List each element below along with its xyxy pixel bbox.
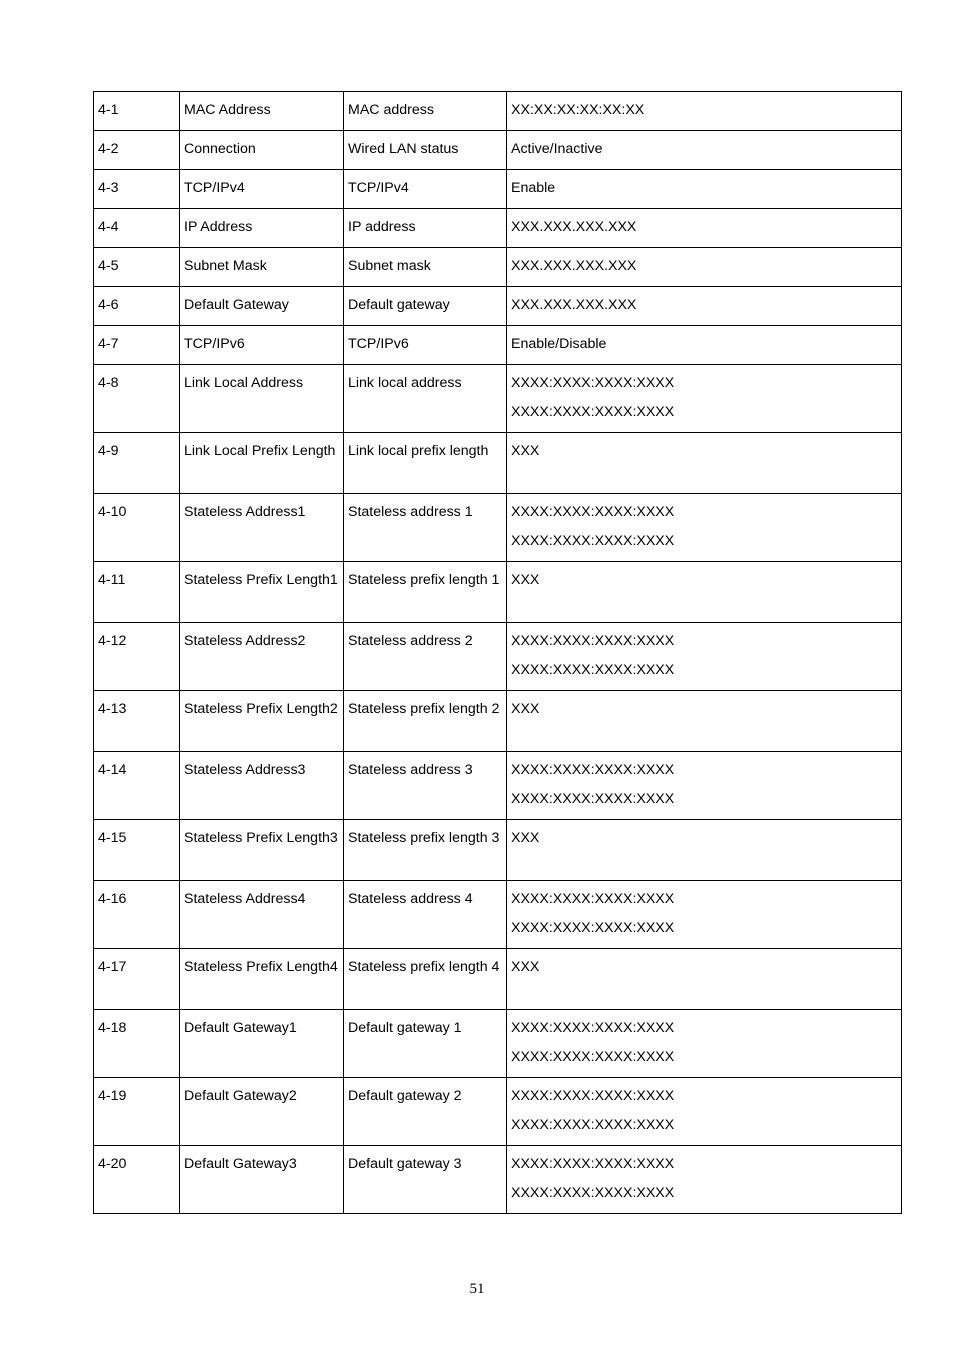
value-line: XXXX:XXXX:XXXX:XXXX (511, 1088, 675, 1104)
value-line: XXXX:XXXX:XXXX:XXXX (511, 404, 675, 420)
item-name-cell: Default Gateway2 (180, 1078, 344, 1146)
value-cell (507, 326, 902, 365)
value-cell (507, 494, 902, 562)
table-row (94, 691, 902, 752)
item-number-cell: 4-9 (94, 433, 180, 494)
setting-name-cell: Link local prefix length (344, 433, 507, 494)
value-line: Active/Inactive (511, 141, 603, 157)
item-name-cell: Link Local Address (180, 365, 344, 433)
value-line: XXX.XXX.XXX.XXX (511, 258, 637, 274)
setting-name-cell: Stateless address 4 (344, 881, 507, 949)
setting-name-cell: Link local address (344, 365, 507, 433)
table-row (94, 365, 902, 433)
value-cell (507, 248, 902, 287)
value-line: XXXX:XXXX:XXXX:XXXX (511, 375, 675, 391)
value-line: Enable (511, 180, 556, 196)
value-cell (507, 170, 902, 209)
value-line: XXX (511, 959, 540, 975)
table-row (94, 433, 902, 494)
table-row (94, 562, 902, 623)
setting-name-cell: Stateless prefix length 2 (344, 691, 507, 752)
table-row (94, 92, 902, 131)
table-row (94, 623, 902, 691)
value-line: Enable/Disable (511, 336, 607, 352)
setting-name-cell: TCP/IPv6 (344, 326, 507, 365)
item-number-cell: 4-16 (94, 881, 180, 949)
value-cell (507, 820, 902, 881)
item-number-cell: 4-10 (94, 494, 180, 562)
setting-name-cell: MAC address (344, 92, 507, 131)
item-number-cell: 4-19 (94, 1078, 180, 1146)
page-number: 51 (469, 1281, 485, 1297)
item-number-cell: 4-20 (94, 1146, 180, 1214)
item-name-cell: Stateless Address1 (180, 494, 344, 562)
value-line: XXXX:XXXX:XXXX:XXXX (511, 633, 675, 649)
setting-name-cell: Stateless address 2 (344, 623, 507, 691)
setting-name-cell: Default gateway 2 (344, 1078, 507, 1146)
value-line: XXXX:XXXX:XXXX:XXXX (511, 1156, 675, 1172)
value-line: XXX (511, 701, 540, 717)
setting-name-cell: Stateless prefix length 1 (344, 562, 507, 623)
value-line: XXXX:XXXX:XXXX:XXXX (511, 1117, 675, 1133)
value-cell (507, 1010, 902, 1078)
item-number-cell: 4-17 (94, 949, 180, 1010)
setting-name-cell: Default gateway 1 (344, 1010, 507, 1078)
item-number-cell: 4-6 (94, 287, 180, 326)
table-row (94, 881, 902, 949)
setting-name-cell: Stateless prefix length 4 (344, 949, 507, 1010)
item-name-cell: Subnet Mask (180, 248, 344, 287)
item-name-cell: Default Gateway3 (180, 1146, 344, 1214)
setting-name-cell: Stateless address 3 (344, 752, 507, 820)
setting-name-cell: Stateless address 1 (344, 494, 507, 562)
table-row (94, 1146, 902, 1214)
setting-name-cell: IP address (344, 209, 507, 248)
table-row (94, 1010, 902, 1078)
value-cell (507, 949, 902, 1010)
value-cell (507, 365, 902, 433)
item-number-cell: 4-12 (94, 623, 180, 691)
item-number-cell: 4-3 (94, 170, 180, 209)
value-line: XXXX:XXXX:XXXX:XXXX (511, 891, 675, 907)
value-cell (507, 691, 902, 752)
item-number-cell: 4-11 (94, 562, 180, 623)
value-cell (507, 562, 902, 623)
item-number-cell: 4-8 (94, 365, 180, 433)
item-name-cell: MAC Address (180, 92, 344, 131)
item-name-cell: Stateless Prefix Length1 (180, 562, 344, 623)
item-number-cell: 4-15 (94, 820, 180, 881)
settings-table (93, 91, 902, 1214)
table-row (94, 170, 902, 209)
setting-name-cell: Default gateway 3 (344, 1146, 507, 1214)
table-row (94, 949, 902, 1010)
value-cell (507, 881, 902, 949)
value-cell (507, 623, 902, 691)
value-cell (507, 287, 902, 326)
table-row (94, 820, 902, 881)
item-number-cell: 4-1 (94, 92, 180, 131)
table-body (94, 92, 902, 1214)
table-row (94, 326, 902, 365)
item-number-cell: 4-14 (94, 752, 180, 820)
table-row (94, 248, 902, 287)
item-name-cell: Stateless Prefix Length3 (180, 820, 344, 881)
item-name-cell: Stateless Prefix Length4 (180, 949, 344, 1010)
item-name-cell: Stateless Address2 (180, 623, 344, 691)
item-name-cell: Default Gateway1 (180, 1010, 344, 1078)
setting-name-cell: Subnet mask (344, 248, 507, 287)
value-line: XXXX:XXXX:XXXX:XXXX (511, 1020, 675, 1036)
value-line: XXXX:XXXX:XXXX:XXXX (511, 662, 675, 678)
value-cell (507, 209, 902, 248)
value-cell (507, 1078, 902, 1146)
item-name-cell: Stateless Address4 (180, 881, 344, 949)
value-line: XXX.XXX.XXX.XXX (511, 297, 637, 313)
setting-name-cell: Stateless prefix length 3 (344, 820, 507, 881)
item-name-cell: IP Address (180, 209, 344, 248)
item-name-cell: TCP/IPv6 (180, 326, 344, 365)
value-line: XX:XX:XX:XX:XX:XX (511, 102, 645, 118)
setting-name-cell: Default gateway (344, 287, 507, 326)
item-number-cell: 4-7 (94, 326, 180, 365)
value-line: XXXX:XXXX:XXXX:XXXX (511, 504, 675, 520)
table-row (94, 1078, 902, 1146)
table-row (94, 752, 902, 820)
value-line: XXXX:XXXX:XXXX:XXXX (511, 791, 675, 807)
value-line: XXXX:XXXX:XXXX:XXXX (511, 1049, 675, 1065)
item-name-cell: Link Local Prefix Length (180, 433, 344, 494)
value-line: XXXX:XXXX:XXXX:XXXX (511, 920, 675, 936)
item-number-cell: 4-18 (94, 1010, 180, 1078)
item-name-cell: Connection (180, 131, 344, 170)
table-row (94, 131, 902, 170)
value-line: XXXX:XXXX:XXXX:XXXX (511, 1185, 675, 1201)
value-cell (507, 433, 902, 494)
value-cell (507, 752, 902, 820)
value-line: XXXX:XXXX:XXXX:XXXX (511, 762, 675, 778)
item-name-cell: Stateless Prefix Length2 (180, 691, 344, 752)
item-number-cell: 4-4 (94, 209, 180, 248)
setting-name-cell: TCP/IPv4 (344, 170, 507, 209)
item-number-cell: 4-13 (94, 691, 180, 752)
item-number-cell: 4-2 (94, 131, 180, 170)
item-name-cell: Stateless Address3 (180, 752, 344, 820)
value-cell (507, 131, 902, 170)
value-line: XXX.XXX.XXX.XXX (511, 219, 637, 235)
value-cell (507, 92, 902, 131)
table-row (94, 287, 902, 326)
item-number-cell: 4-5 (94, 248, 180, 287)
item-name-cell: Default Gateway (180, 287, 344, 326)
value-line: XXX (511, 443, 540, 459)
setting-name-cell: Wired LAN status (344, 131, 507, 170)
item-name-cell: TCP/IPv4 (180, 170, 344, 209)
table-row (94, 494, 902, 562)
value-line: XXX (511, 830, 540, 846)
value-line: XXXX:XXXX:XXXX:XXXX (511, 533, 675, 549)
table-row (94, 209, 902, 248)
value-line: XXX (511, 572, 540, 588)
value-cell (507, 1146, 902, 1214)
